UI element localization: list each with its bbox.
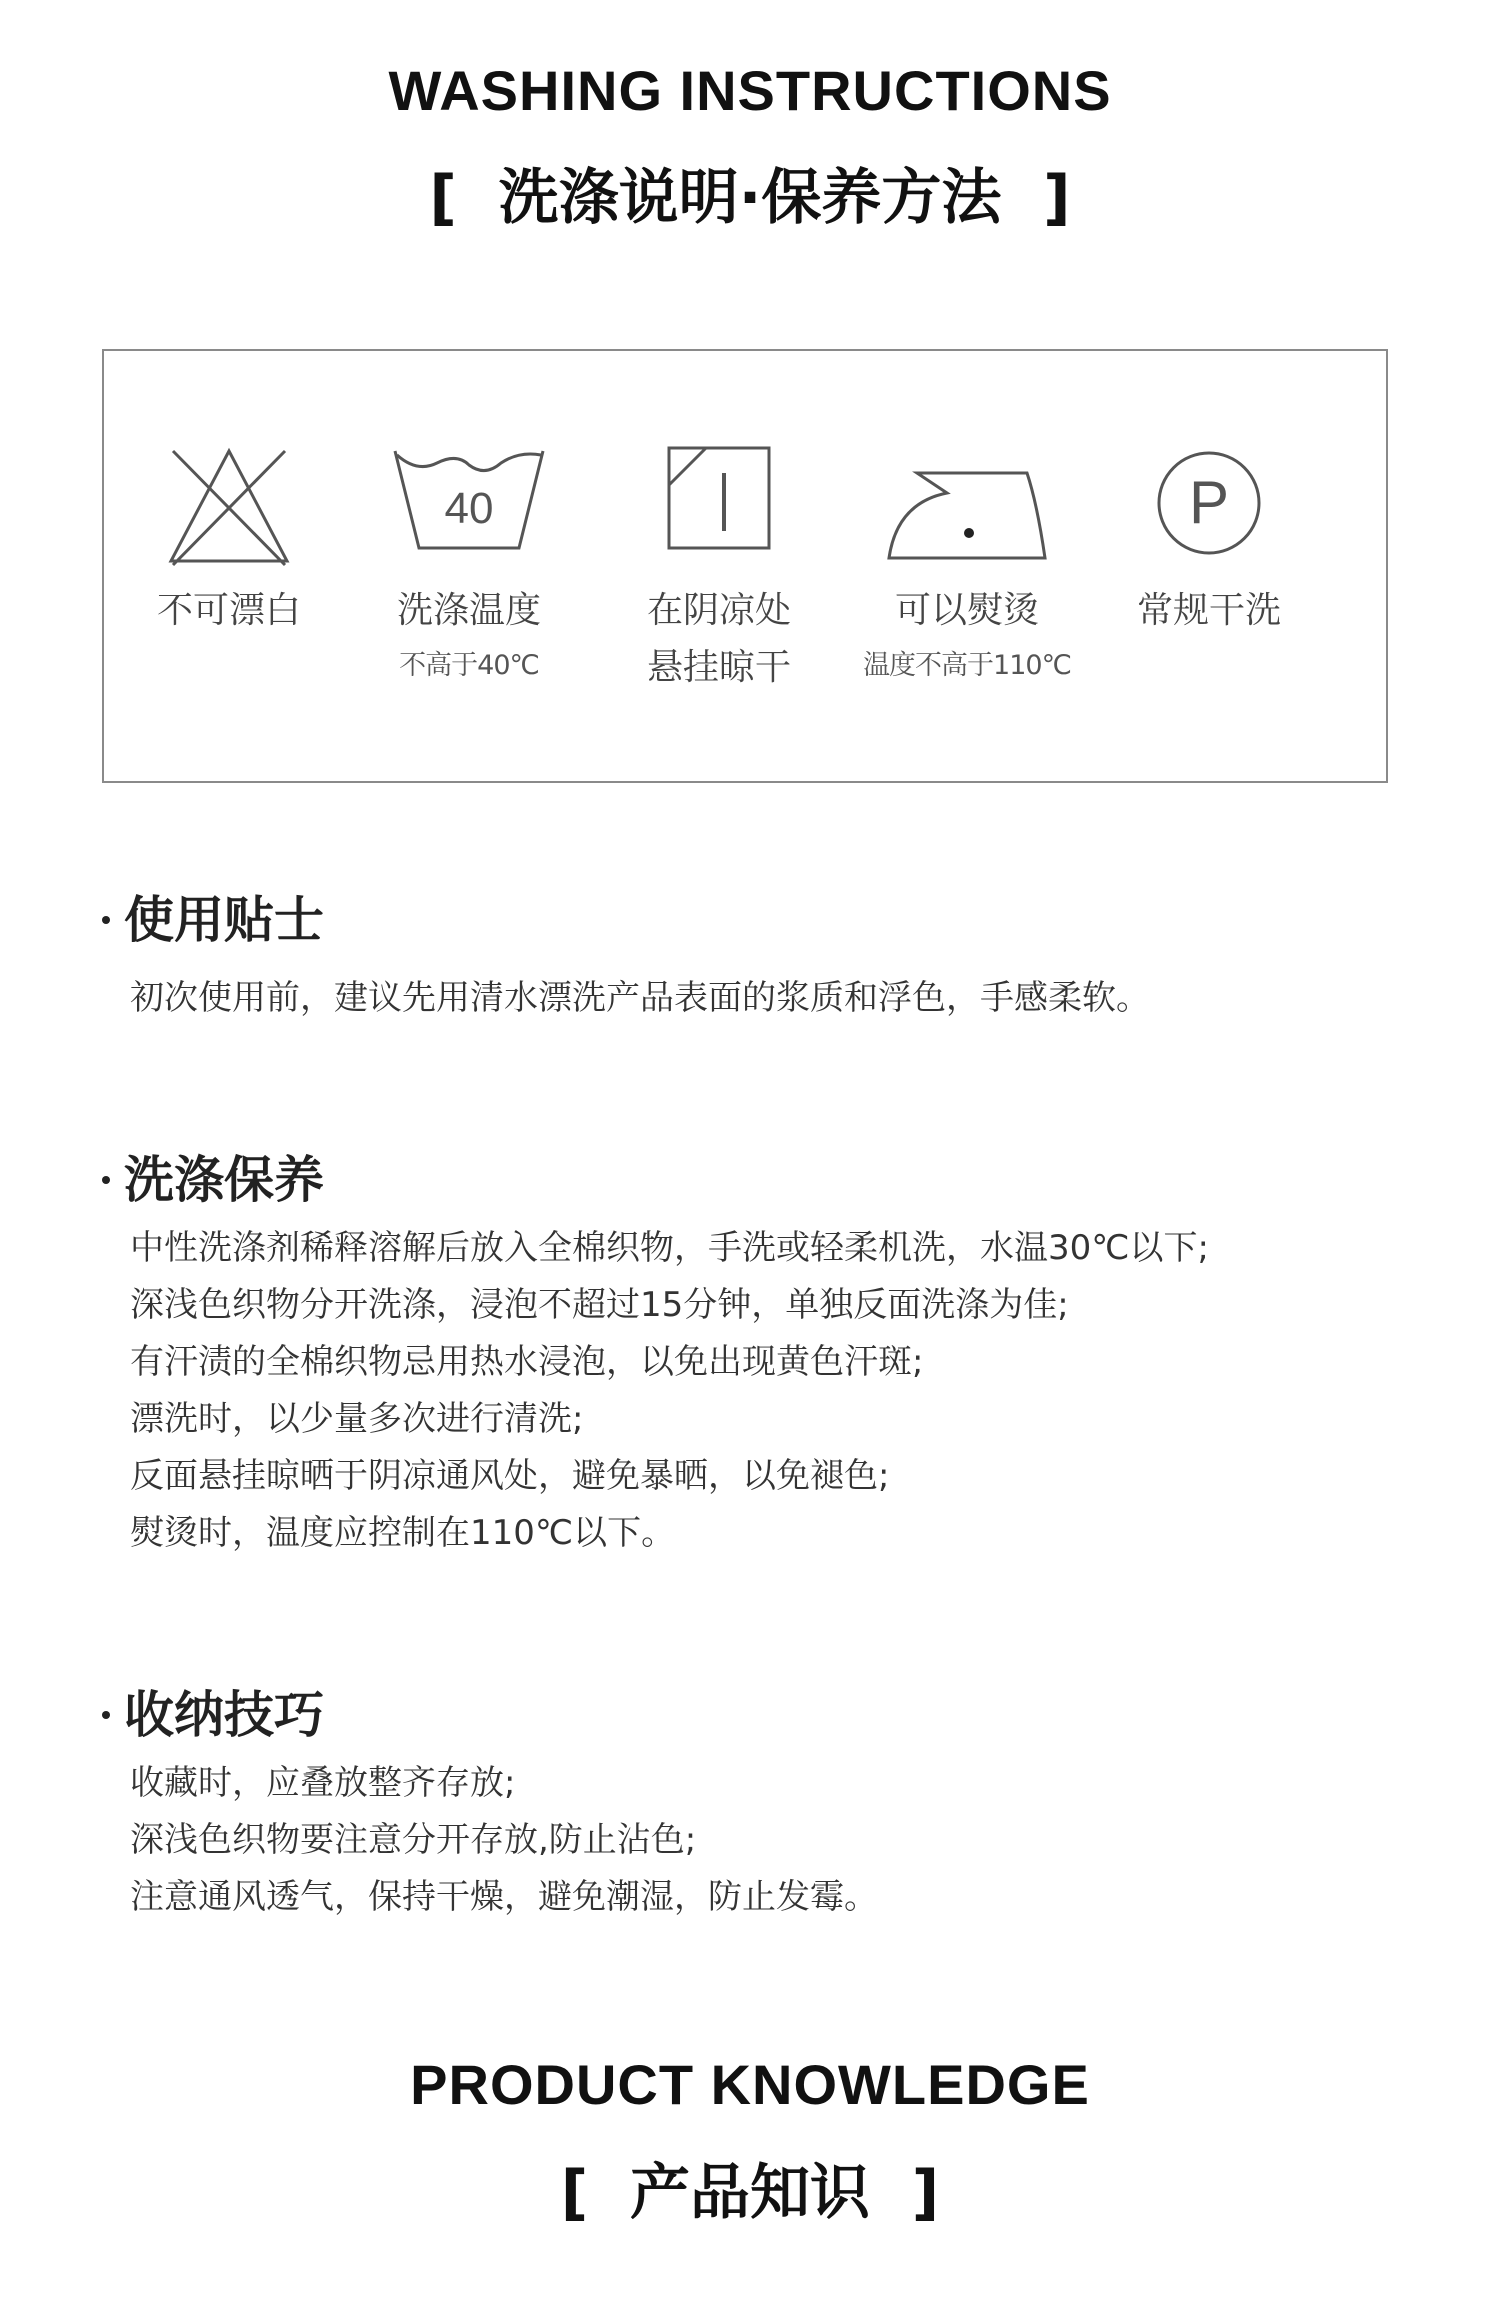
bullet-dot [102,916,110,924]
bullet-dot [102,1176,110,1184]
section-body-storage-tips [130,1755,1430,1926]
washing-title-cn: [ 洗涤说明·保养方法 ] [429,163,1071,233]
care-sub: 温度不高于110℃ [863,650,1071,681]
product-title-en: PRODUCT KNOWLEDGE [410,2053,1090,2116]
care-label: 洗涤温度 [396,590,541,631]
text-line: 深浅色织物分开洗涤，浸泡不超过15分钟，单独反面洗涤为佳; [130,1285,1069,1325]
text-line: 收藏时，应叠放整齐存放; [130,1763,516,1803]
text-line: 漂洗时，以少量多次进行清洗; [130,1399,584,1439]
text-line: 有汗渍的全棉织物忌用热水浸泡，以免出现黄色汗斑; [130,1342,924,1382]
text-line: 深浅色织物要注意分开存放,防止沾色; [130,1820,697,1860]
section-body-usage-tips [130,970,1430,1027]
section-title-usage-tips: 使用贴士 [102,880,324,952]
care-label: 常规干洗 [1136,590,1281,631]
bullet-dot [102,1711,110,1719]
text-line: 反面悬挂晾晒于阴凉通风处，避免暴晒，以免褪色; [130,1456,890,1496]
section-title-washing-care: 洗涤保养 [102,1140,324,1212]
iron-icon [877,443,1057,577]
dry-in-shade-icon [664,443,774,557]
product-title-cn: [ 产品知识 ] [560,2158,940,2228]
text-line: 中性洗涤剂稀释溶解后放入全棉织物，手洗或轻柔机洗，水温30℃以下; [130,1228,1209,1268]
text-line: 初次使用前，建议先用清水漂洗产品表面的浆质和浮色，手感柔软。 [130,978,1150,1018]
dry-clean-icon-text: P [1188,469,1230,536]
care-symbols-panel [102,349,1388,783]
care-label: 可以熨烫 [894,590,1039,631]
washing-title-en: WASHING INSTRUCTIONS [388,59,1112,122]
professional-dry-clean-icon [1149,443,1269,567]
text-line: 熨烫时，温度应控制在110℃以下。 [130,1513,676,1553]
care-label: 不可漂白 [156,590,301,631]
wash-temp-40-icon [389,443,549,577]
care-label: 在阴凉处 [646,590,791,631]
care-sub: 不高于40℃ [399,650,539,681]
text-line: 注意通风透气，保持干燥，避免潮湿，防止发霉。 [130,1877,878,1917]
care-sub: 悬挂晾干 [646,647,791,688]
section-body-washing-care [130,1220,1430,1562]
no-bleach-icon [159,443,299,577]
wash-temp-icon-text: 40 [444,484,494,533]
section-title-storage-tips: 收纳技巧 [102,1675,324,1747]
